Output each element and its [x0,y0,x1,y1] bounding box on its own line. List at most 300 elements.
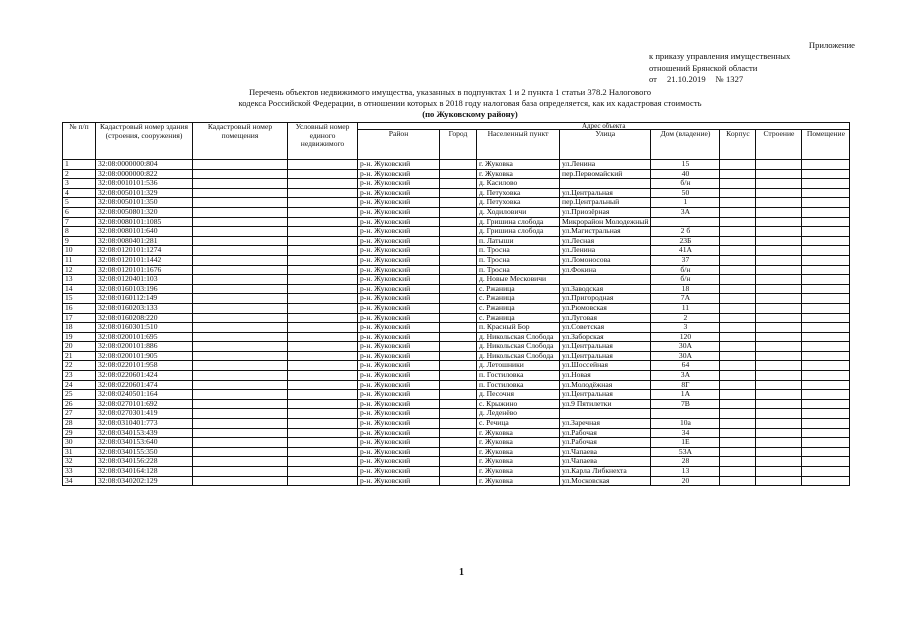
room-cell [802,236,850,246]
room-cadastral-cell [193,275,288,285]
settlement-cell: д. Никольская Слобода [477,342,560,352]
table-row [63,438,850,448]
settlement-cell: г. Жуковка [477,467,560,477]
house-number-cell: 1А [651,390,720,400]
page-number: 1 [459,567,464,578]
building-cell [720,227,756,237]
building-cell [720,169,756,179]
conditional-number-cell [288,361,358,371]
street-cell: ул.Рабочая [560,438,651,448]
building-cell [720,390,756,400]
row-number-cell: 21 [63,351,96,361]
district-cell: р-н. Жуковский [358,467,440,477]
street-cell: ул.Рюмовская [560,303,651,313]
building-cell [720,332,756,342]
street-cell: ул.Карла Либкнехта [560,467,651,477]
room-cell [802,447,850,457]
structure-cell [756,169,802,179]
house-number-cell: б/н [651,275,720,285]
cadastral-number-cell: 32:08:0340153:640 [96,438,193,448]
room-cell [802,188,850,198]
cadastral-number-cell: 32:08:0340156:228 [96,457,193,467]
city-cell [440,227,477,237]
room-cell [802,246,850,256]
settlement-cell: д. Гришина слобода [477,217,560,227]
street-cell: ул.Ленина [560,246,651,256]
structure-cell [756,246,802,256]
order-date: 21.10.2019 [666,74,706,85]
district-cell: р-н. Жуковский [358,419,440,429]
building-cell [720,467,756,477]
table-row [63,284,850,294]
row-number-cell: 15 [63,294,96,304]
district-cell: р-н. Жуковский [358,361,440,371]
structure-cell [756,227,802,237]
settlement-cell: с. Речица [477,419,560,429]
room-cell [802,467,850,477]
conditional-number-cell [288,457,358,467]
cadastral-number-cell: 32:08:0310401:773 [96,419,193,429]
street-cell: ул.Центральная [560,188,651,198]
header-room: Помещение [802,130,850,160]
settlement-cell: г. Жуковка [477,160,560,170]
cadastral-number-cell: 32:08:0010101:536 [96,179,193,189]
cadastral-number-cell: 32:08:0050101:350 [96,198,193,208]
conditional-number-cell [288,217,358,227]
city-cell [440,342,477,352]
structure-cell [756,236,802,246]
structure-cell [756,457,802,467]
district-cell: р-н. Жуковский [358,179,440,189]
table-row [63,217,850,227]
settlement-cell: п. Красный Бор [477,323,560,333]
conditional-number-cell [288,265,358,275]
building-cell [720,409,756,419]
table-row [63,198,850,208]
city-cell [440,188,477,198]
room-cell [802,351,850,361]
row-number-cell: 24 [63,380,96,390]
row-number-cell: 14 [63,284,96,294]
cadastral-number-cell: 32:08:0200101:695 [96,332,193,342]
building-cell [720,438,756,448]
house-number-cell: 23Б [651,236,720,246]
building-cell [720,313,756,323]
district-cell: р-н. Жуковский [358,169,440,179]
row-number-cell: 32 [63,457,96,467]
row-number-cell: 3 [63,179,96,189]
city-cell [440,371,477,381]
street-cell: ул.Чапаева [560,447,651,457]
conditional-number-cell [288,399,358,409]
building-cell [720,294,756,304]
row-number-cell: 26 [63,399,96,409]
structure-cell [756,255,802,265]
title-line-1: Перечень объектов недвижимого имущества, указанных в подпунктах 1 и 2 пункта 1 статьи 378.2 Налогового [248,87,652,97]
structure-cell [756,160,802,170]
date-prefix: от [649,74,657,85]
table-row [63,179,850,189]
house-number-cell: 3 [651,323,720,333]
room-cell [802,284,850,294]
house-number-cell: 37 [651,255,720,265]
city-cell [440,447,477,457]
table-row [63,323,850,333]
building-cell [720,255,756,265]
room-cadastral-cell [193,160,288,170]
table-row [63,160,850,170]
structure-cell [756,438,802,448]
room-cell [802,438,850,448]
conditional-number-cell [288,275,358,285]
building-cell [720,447,756,457]
building-cell [720,361,756,371]
structure-cell [756,323,802,333]
table-row [63,265,850,275]
city-cell [440,332,477,342]
table-row [63,399,850,409]
building-cell [720,351,756,361]
city-cell [440,323,477,333]
city-cell [440,419,477,429]
table-row [63,207,850,217]
room-cadastral-cell [193,351,288,361]
room-cadastral-cell [193,198,288,208]
room-cadastral-cell [193,380,288,390]
room-cell [802,207,850,217]
street-cell: ул.Ломоносова [560,255,651,265]
settlement-cell: г. Жуковка [477,447,560,457]
city-cell [440,428,477,438]
room-cell [802,361,850,371]
district-cell: р-н. Жуковский [358,198,440,208]
room-cell [802,217,850,227]
district-cell: р-н. Жуковский [358,323,440,333]
row-number-cell: 5 [63,198,96,208]
structure-cell [756,399,802,409]
room-cadastral-cell [193,236,288,246]
building-cell [720,371,756,381]
building-cell [720,380,756,390]
row-number-cell: 13 [63,275,96,285]
city-cell [440,467,477,477]
house-number-cell: 13 [651,467,720,477]
house-number-cell: 53А [651,447,720,457]
structure-cell [756,275,802,285]
room-cadastral-cell [193,303,288,313]
conditional-number-cell [288,342,358,352]
room-cell [802,409,850,419]
city-cell [440,390,477,400]
house-number-cell: 50 [651,188,720,198]
city-cell [440,217,477,227]
row-number-cell: 20 [63,342,96,352]
house-number-cell: 7В [651,399,720,409]
room-cell [802,371,850,381]
house-number-cell: 64 [651,361,720,371]
settlement-cell: д. Гришина слобода [477,227,560,237]
table-row [63,227,850,237]
row-number-cell: 29 [63,428,96,438]
district-cell: р-н. Жуковский [358,457,440,467]
structure-cell [756,303,802,313]
table-row [63,380,850,390]
district-cell: р-н. Жуковский [358,409,440,419]
building-cell [720,303,756,313]
row-number-cell: 33 [63,467,96,477]
table-row [63,419,850,429]
settlement-cell: г. Жуковка [477,438,560,448]
city-cell [440,198,477,208]
city-cell [440,409,477,419]
conditional-number-cell [288,380,358,390]
cadastral-number-cell: 32:08:0160112:149 [96,294,193,304]
city-cell [440,284,477,294]
structure-cell [756,265,802,275]
header-settlement: Населенный пункт [477,130,560,160]
street-cell: ул.Заречная [560,419,651,429]
row-number-cell: 18 [63,323,96,333]
street-cell: Микрорайон Молодежный [560,217,651,227]
row-number-cell: 9 [63,236,96,246]
conditional-number-cell [288,390,358,400]
street-cell: ул.Приозёрная [560,207,651,217]
building-cell [720,179,756,189]
district-cell: р-н. Жуковский [358,342,440,352]
room-cell [802,323,850,333]
conditional-number-cell [288,371,358,381]
header-city: Город [440,130,477,160]
conditional-number-cell [288,419,358,429]
district-cell: р-н. Жуковский [358,160,440,170]
district-cell: р-н. Жуковский [358,284,440,294]
street-cell: ул.Московская [560,476,651,486]
district-cell: р-н. Жуковский [358,438,440,448]
structure-cell [756,390,802,400]
row-number-cell: 8 [63,227,96,237]
district-cell: р-н. Жуковский [358,380,440,390]
cadastral-number-cell: 32:08:0270101:692 [96,399,193,409]
house-number-cell: 20 [651,476,720,486]
conditional-number-cell [288,323,358,333]
cadastral-number-cell: 32:08:0160203:133 [96,303,193,313]
building-cell [720,217,756,227]
house-number-cell: 11 [651,303,720,313]
district-cell: р-н. Жуковский [358,255,440,265]
city-cell [440,169,477,179]
cadastral-number-cell: 32:08:0340164:128 [96,467,193,477]
building-cell [720,188,756,198]
cadastral-number-cell: 32:08:0200101:905 [96,351,193,361]
cadastral-number-cell: 32:08:0000000:804 [96,160,193,170]
room-cadastral-cell [193,342,288,352]
row-number-cell: 25 [63,390,96,400]
cadastral-number-cell: 32:08:0220601:424 [96,371,193,381]
table-row [63,409,850,419]
structure-cell [756,371,802,381]
cadastral-number-cell: 32:08:0120101:1274 [96,246,193,256]
room-cell [802,476,850,486]
title-line-2: кодекса Российской Федерации, в отношении которых в 2018 году налоговая база определяется, как их кадастровая стоимость [238,98,702,108]
house-number-cell: 41А [651,246,720,256]
street-cell: ул.Ленина [560,160,651,170]
conditional-number-cell [288,438,358,448]
row-number-cell: 16 [63,303,96,313]
street-cell: ул.Лесная [560,236,651,246]
conditional-number-cell [288,255,358,265]
header-num: № п/п [63,123,96,160]
cadastral-number-cell: 32:08:0050101:329 [96,188,193,198]
house-number-cell: 3А [651,371,720,381]
district-cell: р-н. Жуковский [358,351,440,361]
house-number-cell: 2 б [651,227,720,237]
settlement-cell: д. Новые Месковичи [477,275,560,285]
street-cell: ул.Заводская [560,284,651,294]
settlement-cell: г. Жуковка [477,428,560,438]
house-number-cell: 15 [651,160,720,170]
house-number-cell: 1 [651,198,720,208]
district-cell: р-н. Жуковский [358,428,440,438]
district-cell: р-н. Жуковский [358,294,440,304]
row-number-cell: 12 [63,265,96,275]
room-cadastral-cell [193,284,288,294]
header-house: Дом (владение) [651,130,720,160]
settlement-cell: п. Латыши [477,236,560,246]
settlement-cell: д. Летошники [477,361,560,371]
room-cell [802,275,850,285]
conditional-number-cell [288,294,358,304]
district-cell: р-н. Жуковский [358,246,440,256]
cadastral-number-cell: 32:08:0340155:350 [96,447,193,457]
street-cell: ул.Чапаева [560,457,651,467]
street-cell: ул.Новая [560,371,651,381]
table-row [63,313,850,323]
settlement-cell: д. Песочня [477,390,560,400]
table-row [63,294,850,304]
city-cell [440,476,477,486]
district-cell: р-н. Жуковский [358,275,440,285]
room-cadastral-cell [193,188,288,198]
house-number-cell: 30А [651,351,720,361]
building-cell [720,198,756,208]
settlement-cell: г. Жуковка [477,476,560,486]
room-cadastral-cell [193,207,288,217]
building-cell [720,236,756,246]
city-cell [440,380,477,390]
house-number-cell: 18 [651,284,720,294]
cadastral-number-cell: 32:08:0200101:886 [96,342,193,352]
street-cell: ул.Центральная [560,390,651,400]
district-cell: р-н. Жуковский [358,447,440,457]
settlement-cell: г. Жуковка [477,457,560,467]
room-cell [802,255,850,265]
structure-cell [756,217,802,227]
room-cadastral-cell [193,476,288,486]
district-cell: р-н. Жуковский [358,399,440,409]
room-cadastral-cell [193,447,288,457]
settlement-cell: п. Тросна [477,255,560,265]
building-cell [720,284,756,294]
city-cell [440,236,477,246]
building-cell [720,399,756,409]
table-row [63,332,850,342]
street-cell: ул.Фокина [560,265,651,275]
conditional-number-cell [288,236,358,246]
district-cell: р-н. Жуковский [358,217,440,227]
row-number-cell: 7 [63,217,96,227]
settlement-cell: д. Леденёво [477,409,560,419]
room-cell [802,390,850,400]
city-cell [440,313,477,323]
room-cadastral-cell [193,457,288,467]
settlement-cell: д. Никольская Слобода [477,351,560,361]
structure-cell [756,419,802,429]
property-table [62,122,850,486]
cadastral-number-cell: 32:08:0000000:822 [96,169,193,179]
structure-cell [756,284,802,294]
conditional-number-cell [288,160,358,170]
conditional-number-cell [288,227,358,237]
room-cadastral-cell [193,467,288,477]
street-cell: ул.Молодёжная [560,380,651,390]
header-cadastral-room: Кадастровый номер помещения [193,123,288,160]
settlement-cell: с. Ржаница [477,294,560,304]
table-row [63,390,850,400]
table-row [63,371,850,381]
cadastral-number-cell: 32:08:0160208:220 [96,313,193,323]
cadastral-number-cell: 32:08:0120101:1676 [96,265,193,275]
structure-cell [756,361,802,371]
room-cadastral-cell [193,332,288,342]
room-cadastral-cell [193,227,288,237]
table-row [63,457,850,467]
structure-cell [756,342,802,352]
header-cadastral-building: Кадастровый номер здания (строения, сооружения) [96,123,193,160]
room-cell [802,380,850,390]
building-cell [720,419,756,429]
district-cell: р-н. Жуковский [358,236,440,246]
row-number-cell: 27 [63,409,96,419]
conditional-number-cell [288,409,358,419]
street-cell: ул.9 Пятилетки [560,399,651,409]
settlement-cell: д. Петуховка [477,188,560,198]
row-number-cell: 34 [63,476,96,486]
conditional-number-cell [288,351,358,361]
room-cadastral-cell [193,265,288,275]
header-structure: Строение [756,130,802,160]
appendix-department-line: отношений Брянской области [649,62,758,73]
room-cadastral-cell [193,246,288,256]
room-cadastral-cell [193,409,288,419]
table-row [63,476,850,486]
cadastral-number-cell: 32:08:0120401:103 [96,275,193,285]
structure-cell [756,198,802,208]
house-number-cell: 120 [651,332,720,342]
cadastral-number-cell: 32:08:0120101:1442 [96,255,193,265]
table-row [63,303,850,313]
cadastral-number-cell: 32:08:0270301:419 [96,409,193,419]
row-number-cell: 30 [63,438,96,448]
room-cadastral-cell [193,371,288,381]
row-number-cell: 11 [63,255,96,265]
district-cell: р-н. Жуковский [358,303,440,313]
room-cell [802,457,850,467]
room-cell [802,227,850,237]
table-row [63,188,850,198]
cadastral-number-cell: 32:08:0080101:640 [96,227,193,237]
structure-cell [756,179,802,189]
city-cell [440,207,477,217]
